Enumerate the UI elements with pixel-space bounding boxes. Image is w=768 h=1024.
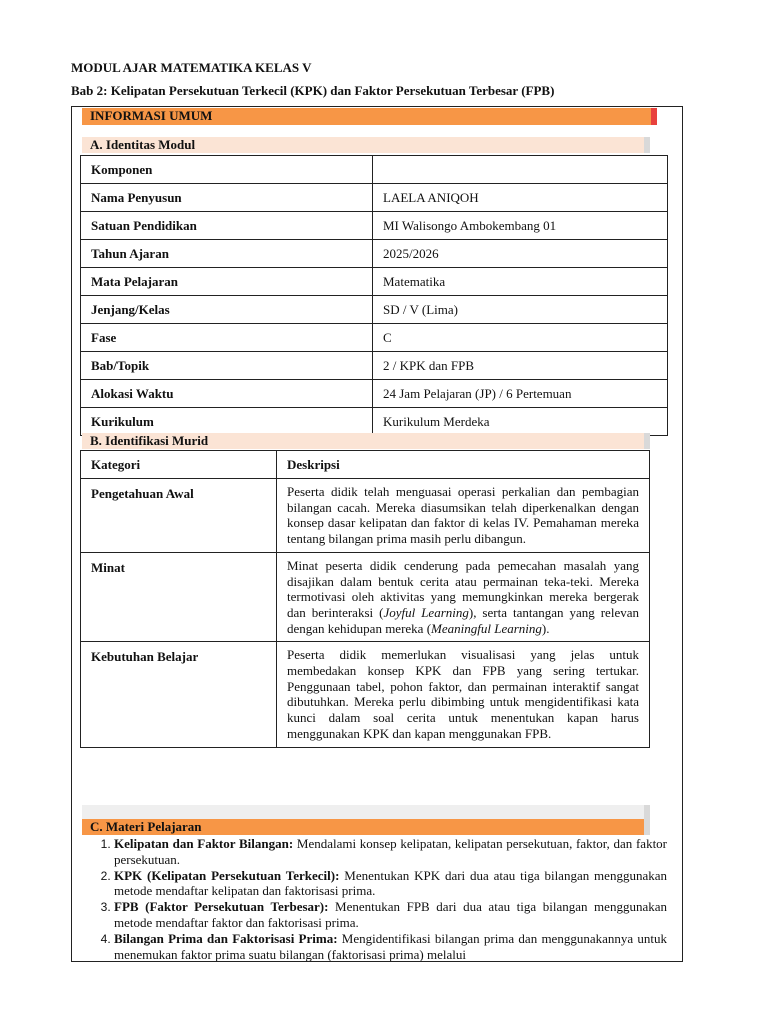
table-row [81,240,668,268]
table-row [81,380,668,408]
row-description: Peserta didik memerlukan visualisasi yang jelas untuk membedakan konsep KPK dan FPB yang sering tertukar. Penggunaan tabel, pohon faktor, dan permainan interaktif sangat dibutuhkan. Mereka perlu dibimbing untuk mengidentifikasi kata kunci dalam soal cerita untuk menentukan kapan harus menggunakan KPK dan kapan menggunakan FPB. [277,642,650,747]
row-value: 2025/2026 [373,240,668,268]
row-label: Bab/Topik [81,352,373,380]
row-label: Mata Pelajaran [81,268,373,296]
table-row [81,184,668,212]
list-item [114,931,667,962]
description-emphasis: Meaningful Learning [431,620,542,636]
section-b-heading: B. Identifikasi Murid [82,433,650,449]
section-spacer [82,805,650,819]
description-emphasis: Joyful Learning [383,604,469,620]
description-text: ). [541,620,550,636]
row-value: Matematika [373,268,668,296]
row-label: Alokasi Waktu [81,380,373,408]
table-row [81,296,668,324]
material-term: KPK (Kelipatan Persekutuan Terkecil): [114,867,340,883]
table-row [81,642,650,747]
document-subtitle: Bab 2: Kelipatan Persekutuan Terkecil (KPK) dan Faktor Persekutuan Terbesar (FPB) [71,83,555,98]
row-value: 2 / KPK dan FPB [373,352,668,380]
material-term: Kelipatan dan Faktor Bilangan: [114,836,294,851]
table-row [81,156,668,184]
material-text: Mendalami konsep kelipatan, kelipatan persekutuan, faktor, dan faktor persekutuan. [114,836,668,867]
student-identification-table [80,450,650,748]
row-label: Jenjang/Kelas [81,296,373,324]
list-item [114,899,667,930]
table-row [81,268,668,296]
row-description: Peserta didik telah menguasai operasi perkalian dan pembagian bilangan cacah. Mereka diasumsikan telah diperkenalkan dengan konsep dasar kelipatan dan faktor di kelas IV. Pemahaman mereka tentang bilangan prima masih perlu dibangun. [277,479,650,553]
material-list [92,836,667,962]
table-row [81,408,668,436]
row-category: Minat [81,552,277,642]
row-label: Tahun Ajaran [81,240,373,268]
row-category: Kebutuhan Belajar [81,642,277,747]
description-text: Minat peserta didik cenderung pada pemecahan masalah yang disajikan dalam bentuk cerita atau permainan teka-teki. Mereka termotivasi oleh aktivitas yang memungkinkan mereka bergerak dan berinteraksi ( [287,557,639,620]
row-value [373,156,668,184]
section-a-heading: A. Identitas Modul [82,137,650,153]
material-text: Menentukan FPB dari dua atau tiga bilangan menggunakan metode mendaftar faktor dan faktorisasi prima. [114,899,667,930]
table-row [81,552,650,642]
description-text: ), serta tantangan yang relevan dengan kehidupan mereka ( [287,604,639,636]
general-info-header: INFORMASI UMUM [82,108,657,125]
material-text: Menentukan KPK dari dua atau tiga bilangan menggunakan metode mendaftar kelipatan dan faktorisasi prima. [114,867,667,899]
row-value: Kurikulum Merdeka [373,408,668,436]
list-item [114,868,667,899]
column-header-category: Kategori [81,451,277,479]
document-title: MODUL AJAR MATEMATIKA KELAS V [71,60,312,75]
table-row [81,479,650,553]
row-value: C [373,324,668,352]
list-item [114,836,667,867]
material-text: Mengidentifikasi bilangan prima dan menggunakannya untuk menemukan faktor prima suatu bilangan (faktorisasi prima) melalui [114,931,667,962]
table-row [81,212,668,240]
module-identity-table [80,155,668,436]
section-c-heading: C. Materi Pelajaran [82,819,650,835]
row-label: Komponen [81,156,373,184]
row-label: Fase [81,324,373,352]
table-row [81,352,668,380]
module-frame [71,106,683,962]
material-term: Bilangan Prima dan Faktorisasi Prima: [114,931,338,947]
row-label: Nama Penyusun [81,184,373,212]
row-value: MI Walisongo Ambokembang 01 [373,212,668,240]
row-description [277,552,650,642]
row-label: Satuan Pendidikan [81,212,373,240]
row-value: LAELA ANIQOH [373,184,668,212]
row-value: 24 Jam Pelajaran (JP) / 6 Pertemuan [373,380,668,408]
table-header-row [81,451,650,479]
table-row [81,324,668,352]
row-label: Kurikulum [81,408,373,436]
material-term: FPB (Faktor Persekutuan Terbesar): [114,899,329,915]
row-value: SD / V (Lima) [373,296,668,324]
row-category: Pengetahuan Awal [81,479,277,553]
column-header-description: Deskripsi [277,451,650,479]
